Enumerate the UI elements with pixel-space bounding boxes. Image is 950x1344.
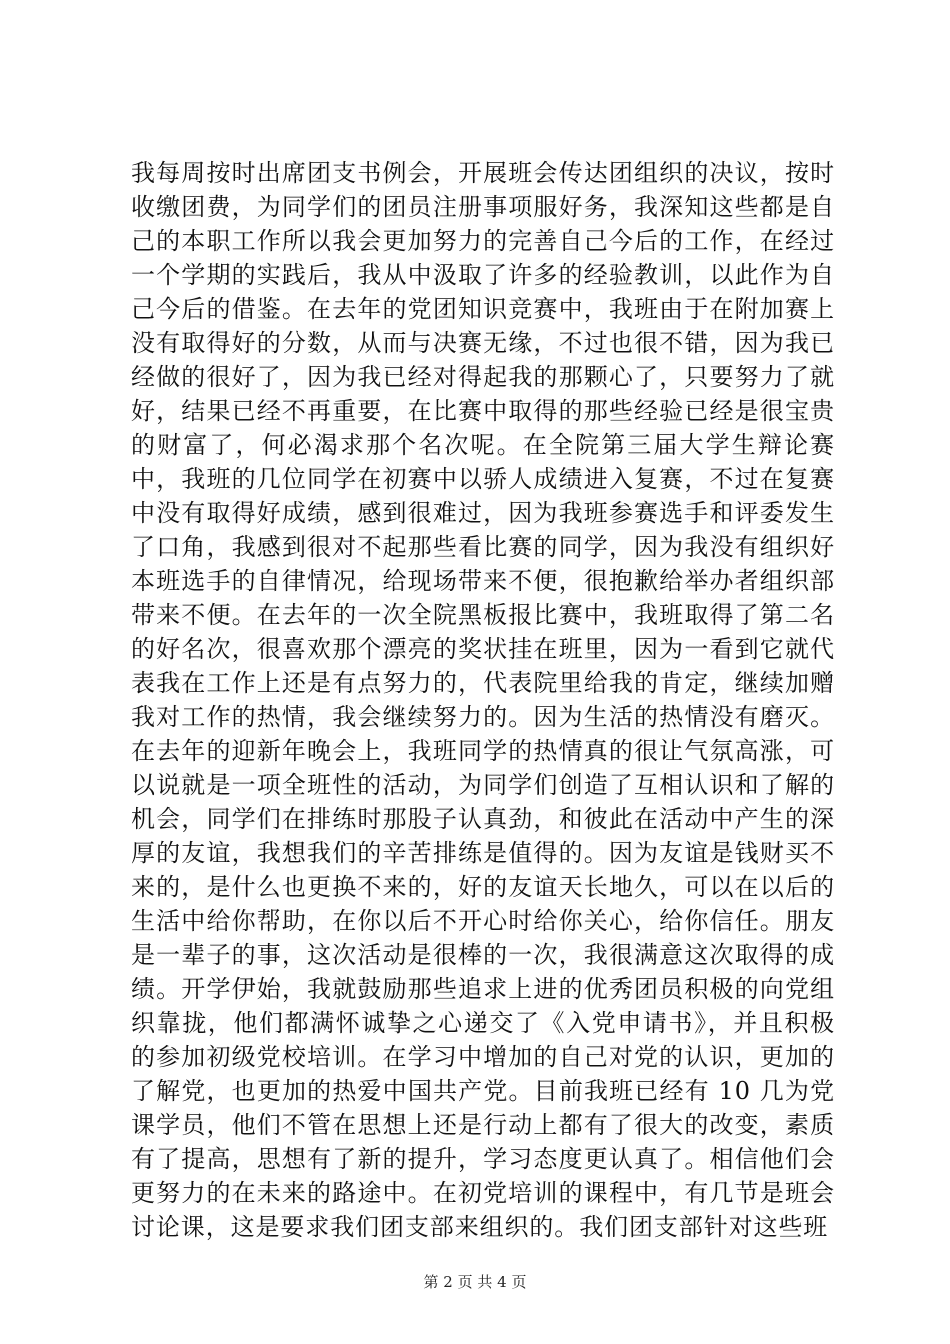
body-paragraph: 我每周按时出席团支书例会，开展班会传达团组织的决议，按时收缴团费，为同学们的团员注册事项服好务，我深知这些都是自己的本职工作所以我会更加努力的完善自己今后的工作，在经过一个学期的实践后，我从中汲取了许多的经验教训，以此作为自己今后的借鉴。在去年的党团知识竞赛中，我班由于在附加赛上没有取得好的分数，从而与决赛无缘，不过也很不错，因为我已经做的很好了，因为我已经对得起我的那颗心了，只要努力了就好，结果已经不再重要，在比赛中取得的那些经验已经是很宝贵的财富了，何必渴求那个名次呢。在全院第三届大学生辩论赛中，我班的几位同学在初赛中以骄人成绩进入复赛，不过在复赛中没有取得好成绩，感到很难过，因为我班参赛选手和评委发生了口角，我感到很对不起那些看比赛的同学，因为我没有组织好本班选手的自律情况，给现场带来不便，很抱歉给举办者组织部带来不便。在去年的一次全院黑板报比赛中，我班取得了第二名的好名次，很喜欢那个漂亮的奖状挂在班里，因为一看到它就代表我在工作上还是有点努力的，代表院里给我的肯定，继续加赠我对工作的热情，我会继续努力的。因为生活的热情没有磨灭。在去年的迎新年晚会上，我班同学的热情真的很让气氛高涨，可以说就是一项全班性的活动，为同学们创造了互相认识和了解的机会，同学们在排练时那股子认真劲，和彼此在活动中产生的深厚的友谊，我想我们的辛苦排练是值得的。因为友谊是钱财买不来的，是什么也更换不来的，好的友谊天长地久，可以在以后的生活中给你帮助，在你以后不开心时给你关心，给你信任。朋友是一辈子的事，这次活动是很棒的一次，我很满意这次取得的成绩。开学伊始，我就鼓励那些追求上进的优秀团员积极的向党组织靠拢，他们都满怀诚挚之心递交了《入党申请书》，并且积极的参加初级党校培训。在学习中增加的自己对党的认识，更加的了解党，也更加的热爱中国共产党。目前我班已经有 10 几为党课学员，他们不管在思想上还是行动上都有了很大的改变，素质有了提高，思想有了新的提升，学习态度更认真了。相信他们会更努力的在未来的路途中。在初党培训的课程中，有几节是班会讨论课，这是要求我们团支部来组织的。我们团支部针对这些班 [131, 159, 835, 1241]
page-footer: 第 2 页 共 4 页 [423, 1273, 527, 1291]
